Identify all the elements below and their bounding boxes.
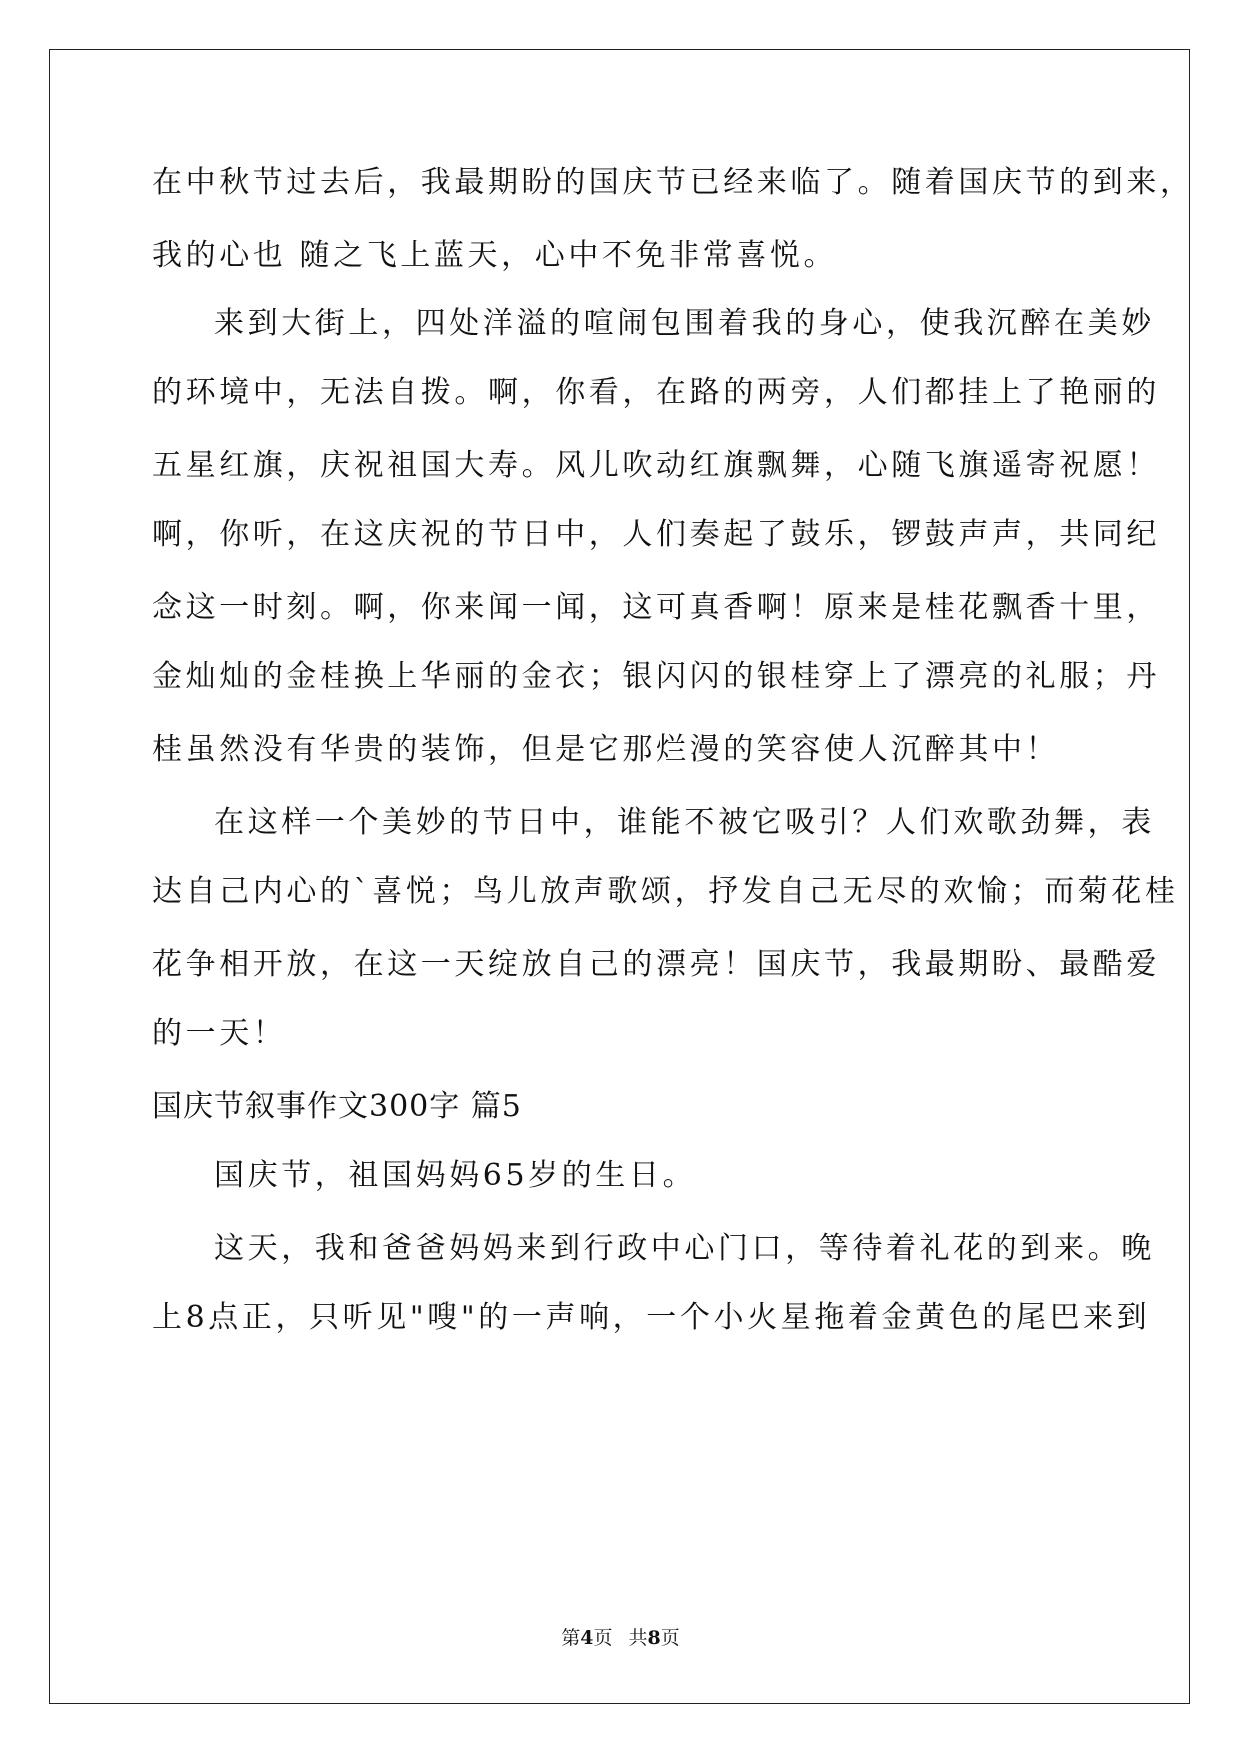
page-prefix: 第 bbox=[561, 1627, 581, 1649]
text-line: 花争相开放，在这一天绽放自己的漂亮！国庆节，我最期盼、最酷爱 bbox=[152, 947, 1160, 982]
text-line: 的环境中，无法自拨。啊，你看，在路的两旁，人们都挂上了艳丽的 bbox=[152, 375, 1160, 410]
text-line: 金灿灿的金桂换上华丽的金衣；银闪闪的银桂穿上了漂亮的礼服；丹 bbox=[152, 659, 1160, 694]
paragraph-start-line: 国庆节，祖国妈妈65岁的生日。 bbox=[214, 1158, 697, 1193]
total-suffix: 页 bbox=[660, 1627, 680, 1649]
text-line: 念这一时刻。啊，你来闻一闻，这可真香啊！原来是桂花飘香十里， bbox=[152, 590, 1160, 625]
text-line: 上8点正，只听见"嗖"的一声响，一个小火星拖着金黄色的尾巴来到 bbox=[152, 1300, 1151, 1335]
total-prefix: 共 bbox=[628, 1627, 648, 1649]
page-footer bbox=[0, 1626, 1241, 1650]
text-line: 桂虽然没有华贵的装饰，但是它那烂漫的笑容使人沉醉其中！ bbox=[152, 732, 1060, 767]
text-line: 五星红旗，庆祝祖国大寿。风儿吹动红旗飘舞，心随飞旗遥寄祝愿！ bbox=[152, 448, 1160, 483]
paragraph-start-line: 这天，我和爸爸妈妈来到行政中心门口，等待着礼花的到来。晚 bbox=[214, 1231, 1155, 1266]
text-line: 我的心也 随之飞上蓝天，心中不免非常喜悦。 bbox=[152, 238, 838, 273]
text-line: 在中秋节过去后，我最期盼的国庆节已经来临了。随着国庆节的到来， bbox=[152, 165, 1194, 200]
text-line: 达自己内心的`喜悦；鸟儿放声歌颂，抒发自己无尽的欢愉；而菊花桂 bbox=[152, 874, 1179, 909]
text-line: 的一天！ bbox=[152, 1016, 287, 1051]
page-suffix: 页 bbox=[593, 1627, 613, 1649]
paragraph-start-line: 来到大街上，四处洋溢的喧闹包围着我的身心，使我沉醉在美妙 bbox=[214, 306, 1155, 341]
text-line: 啊，你听，在这庆祝的节日中，人们奏起了鼓乐，锣鼓声声，共同纪 bbox=[152, 517, 1160, 552]
current-page-number: 4 bbox=[580, 1627, 594, 1649]
paragraph-start-line: 在这样一个美妙的节日中，谁能不被它吸引？人们欢歌劲舞，表 bbox=[214, 805, 1155, 840]
total-page-number: 8 bbox=[647, 1627, 661, 1649]
section-heading: 国庆节叙事作文300字 篇5 bbox=[152, 1089, 522, 1124]
